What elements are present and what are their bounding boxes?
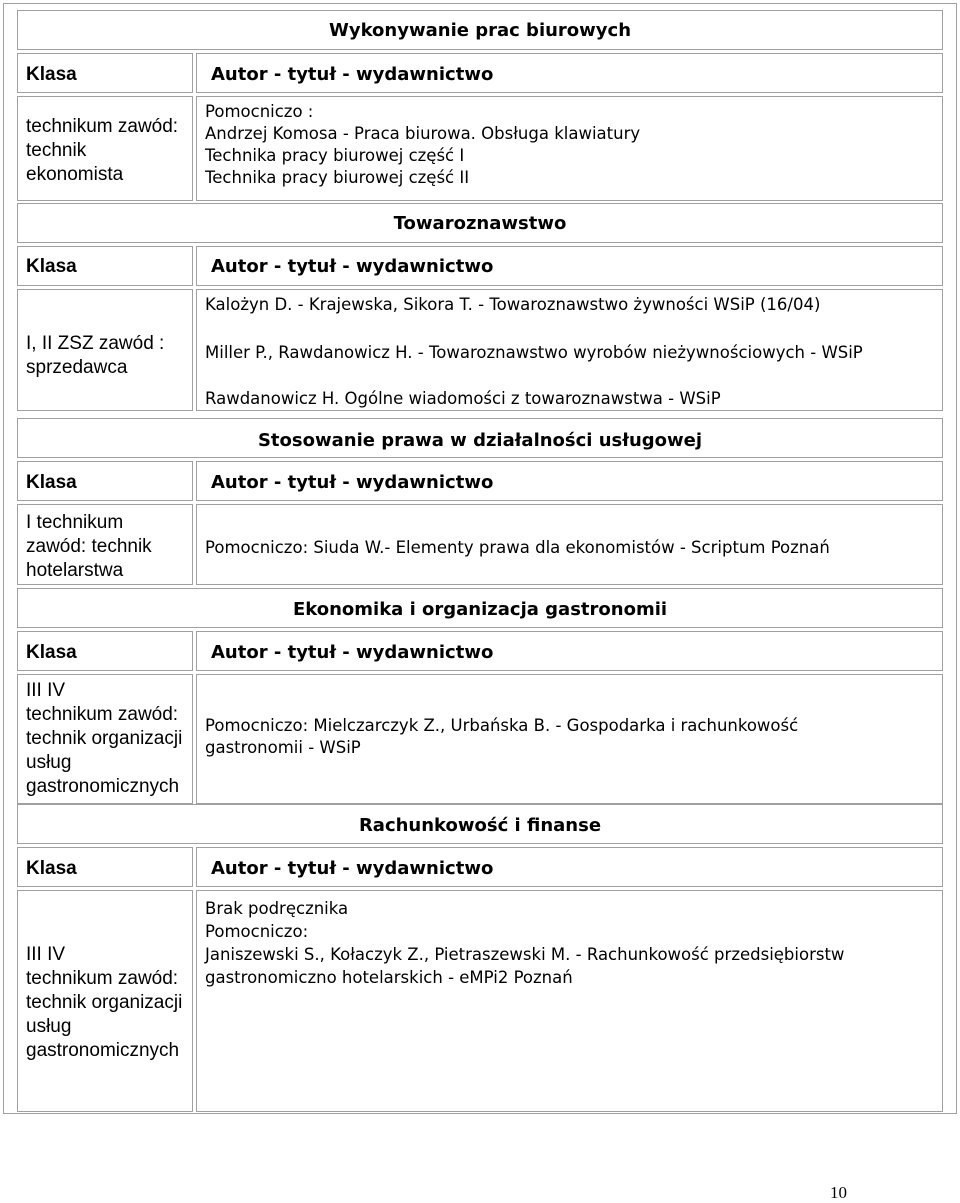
klasa-label: Klasa	[26, 858, 77, 879]
book-line: Rawdanowicz H. Ogólne wiadomości z towaroznawstwa - WSiP	[205, 389, 721, 408]
class-line: technik	[26, 140, 87, 161]
author-header-cell	[196, 246, 943, 286]
klasa-header-cell	[17, 847, 193, 887]
author-header: Autor - tytuł - wydawnictwo	[211, 642, 494, 663]
class-line: gastronomicznych	[26, 776, 180, 797]
book-line: Technika pracy biurowej część II	[205, 168, 470, 187]
author-header: Autor - tytuł - wydawnictwo	[211, 256, 494, 277]
book-line: Miller P., Rawdanowicz H. - Towaroznawstwo wyrobów nieżywnościowych - WSiP	[205, 343, 863, 362]
book-line: Pomocniczo:	[205, 922, 309, 941]
section-title-text: Stosowanie prawa w działalności usługowej	[257, 430, 703, 451]
class-line: technikum zawód:	[26, 968, 179, 989]
class-line: I technikum	[26, 512, 124, 533]
book-line: Kalożyn D. - Krajewska, Sikora T. - Towaroznawstwo żywności WSiP (16/04)	[205, 295, 821, 314]
book-line: Pomocniczo: Mielczarczyk Z., Urbańska B. - Gospodarka i rachunkowość	[205, 716, 799, 735]
klasa-header-cell	[17, 631, 193, 671]
klasa-header-cell	[17, 246, 193, 286]
class-line: I, II ZSZ zawód :	[26, 333, 165, 354]
book-line: Technika pracy biurowej część I	[205, 146, 465, 165]
class-cell	[17, 674, 193, 804]
klasa-label: Klasa	[26, 472, 77, 493]
klasa-header-cell	[17, 53, 193, 93]
book-cell	[196, 890, 943, 1112]
klasa-label: Klasa	[26, 642, 77, 663]
book-cell	[196, 289, 943, 411]
book-cell	[196, 96, 943, 201]
section-title	[17, 203, 943, 243]
class-line: technikum zawód:	[26, 116, 179, 137]
klasa-label: Klasa	[26, 256, 77, 277]
section-title	[17, 10, 943, 50]
page-number: 10	[830, 1183, 847, 1202]
class-cell	[17, 890, 193, 1112]
class-line: sprzedawca	[26, 357, 128, 378]
class-line: technik organizacji	[26, 992, 183, 1013]
book-cell	[196, 674, 943, 804]
book-line: gastronomiczno hotelarskich - eMPi2 Poznań	[205, 968, 573, 987]
class-line: hotelarstwa	[26, 560, 124, 581]
author-header-cell	[196, 461, 943, 501]
document-table	[3, 3, 957, 1114]
class-line: III IV	[26, 680, 66, 701]
book-line: Brak podręcznika	[205, 899, 349, 918]
class-cell	[17, 504, 193, 585]
book-cell	[196, 504, 943, 585]
section-title-text: Rachunkowość i finanse	[358, 815, 602, 836]
class-cell	[17, 289, 193, 411]
class-line: ekonomista	[26, 164, 124, 185]
book-line: Pomocniczo :	[205, 102, 314, 121]
class-line: usług	[26, 752, 72, 773]
author-header-cell	[196, 53, 943, 93]
author-header: Autor - tytuł - wydawnictwo	[211, 858, 494, 879]
author-header: Autor - tytuł - wydawnictwo	[211, 472, 494, 493]
class-line: zawód: technik	[26, 536, 152, 557]
class-line: gastronomicznych	[26, 1040, 180, 1061]
class-line: usług	[26, 1016, 72, 1037]
section-title-text: Wykonywanie prac biurowych	[328, 20, 632, 41]
author-header-cell	[196, 631, 943, 671]
class-line: technikum zawód:	[26, 704, 179, 725]
section-title	[17, 588, 943, 628]
class-line: technik organizacji	[26, 728, 183, 749]
section-title-text: Towaroznawstwo	[393, 213, 567, 234]
class-line: III IV	[26, 944, 66, 965]
book-line: Pomocniczo: Siuda W.- Elementy prawa dla ekonomistów - Scriptum Poznań	[205, 538, 830, 557]
author-header-cell	[196, 847, 943, 887]
book-line: gastronomii - WSiP	[205, 738, 361, 757]
book-line: Andrzej Komosa - Praca biurowa. Obsługa klawiatury	[205, 124, 641, 143]
klasa-label: Klasa	[26, 64, 77, 85]
klasa-header-cell	[17, 461, 193, 501]
section-title	[17, 418, 943, 458]
book-line: Janiszewski S., Kołaczyk Z., Pietraszewski M. - Rachunkowość przedsiębiorstw	[205, 945, 845, 964]
section-title	[17, 804, 943, 844]
section-title-text: Ekonomika i organizacja gastronomii	[292, 599, 668, 620]
class-cell	[17, 96, 193, 201]
author-header: Autor - tytuł - wydawnictwo	[211, 64, 494, 85]
